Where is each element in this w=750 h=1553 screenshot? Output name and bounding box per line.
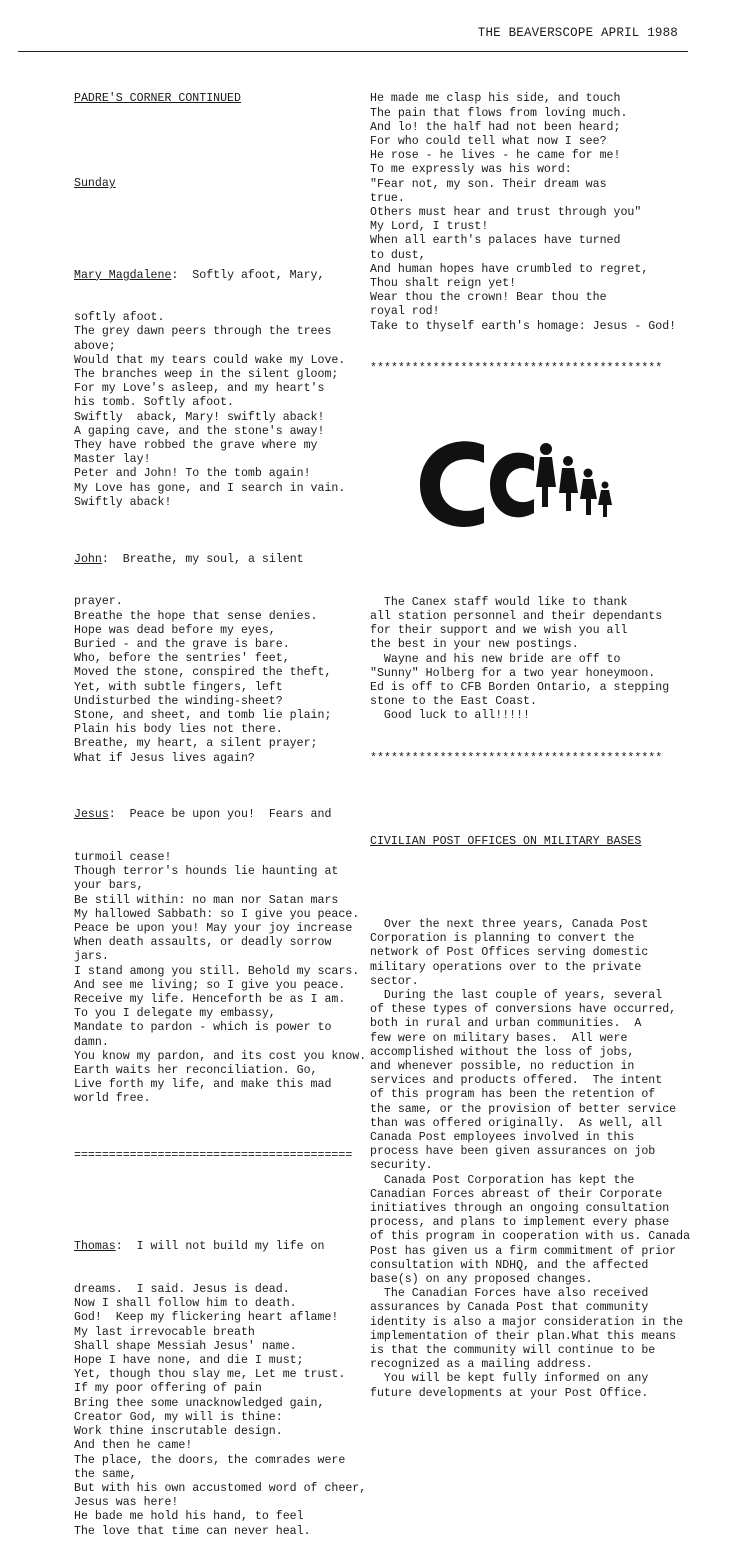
- speaker-john: John: [74, 552, 102, 566]
- text-line: process have been given assurances on job: [370, 1145, 656, 1159]
- text-line: stone to the East Coast.: [370, 695, 537, 709]
- text-line: And then he came!: [74, 1439, 193, 1453]
- stars-divider: ******************************************: [370, 362, 663, 376]
- text-line: You know my pardon, and its cost you know.: [74, 1049, 367, 1063]
- text-line: "Fear not, my son. Their dream was: [370, 177, 607, 191]
- text-line: accomplished without the loss of jobs,: [370, 1045, 635, 1059]
- mary-first-line: Mary Magdalene: Softly afoot, Mary,: [74, 268, 325, 282]
- text-line: Bring thee some unacknowledged gain,: [74, 1396, 325, 1410]
- text-line: When all earth's palaces have turned: [370, 234, 621, 248]
- text-line: Plain his body lies not there.: [74, 723, 283, 737]
- speaker-mary: Mary Magdalene: [74, 268, 172, 282]
- text-line: Wear thou the crown! Bear thou the: [370, 291, 607, 305]
- text-line: Mandate to pardon - which is power to: [74, 1021, 332, 1035]
- text-line: his tomb. Softly afoot.: [74, 396, 235, 410]
- text-line: recognized as a mailing address.: [370, 1358, 593, 1372]
- text-line: The Canadian Forces have also received: [370, 1287, 649, 1301]
- text-line: For my Love's asleep, and my heart's: [74, 382, 325, 396]
- canex-notice: [370, 596, 688, 724]
- text-line: than was offered originally. As well, all: [370, 1116, 663, 1130]
- text-line: To you I delegate my embassy,: [74, 1007, 276, 1021]
- text-line: Moved the stone, conspired the theft,: [74, 666, 332, 680]
- masthead: THE BEAVERSCOPE APRIL 1988: [477, 26, 678, 40]
- text-line: Shall shape Messiah Jesus' name.: [74, 1339, 297, 1353]
- text-line: Now I shall follow him to death.: [74, 1297, 297, 1311]
- text-line: base(s) on any proposed changes.: [370, 1273, 593, 1287]
- text-line: is that the community will continue to be: [370, 1344, 656, 1358]
- text-line: Yet, with subtle fingers, left: [74, 680, 283, 694]
- text-line: For who could tell what now I see?: [370, 135, 607, 149]
- text-line: Post has given us a firm commitment of prior: [370, 1244, 677, 1258]
- john-first-line: John: Breathe, my soul, a silent: [74, 552, 304, 566]
- text-line: Breathe, my heart, a silent prayer;: [74, 737, 318, 751]
- text-line: "Sunny" Holberg for a two year honeymoon.: [370, 666, 656, 680]
- text-line: Canada Post Corporation has kept the: [370, 1173, 635, 1187]
- text-line: your bars,: [74, 879, 144, 893]
- text-line: turmoil cease!: [74, 850, 172, 864]
- text-line: and whenever possible, no reduction in: [370, 1059, 635, 1073]
- text-line: Undisturbed the winding-sheet?: [74, 694, 283, 708]
- text-line: He rose - he lives - he came for me!: [370, 149, 621, 163]
- text-line: military operations over to the private: [370, 960, 642, 974]
- text-line: Stone, and sheet, and tomb lie plain;: [74, 708, 332, 722]
- text-line: Be still within: no man nor Satan mars: [74, 893, 339, 907]
- text-line: Take to thyself earth's homage: Jesus - God!: [370, 319, 677, 333]
- text-line: He bade me hold his hand, to feel: [74, 1510, 304, 1524]
- text-line: Master lay!: [74, 453, 151, 467]
- text-line: damn.: [74, 1035, 109, 1049]
- text-line: sector.: [370, 974, 419, 988]
- text-line: During the last couple of years, several: [370, 988, 663, 1002]
- text-line: Peace be upon you! May your joy increase: [74, 921, 353, 935]
- text-line: future developments at your Post Office.: [370, 1386, 649, 1400]
- text-line: assurances by Canada Post that community: [370, 1301, 649, 1315]
- text-line: A gaping cave, and the stone's away!: [74, 424, 325, 438]
- jesus-stanza: [74, 850, 367, 1107]
- text-line: all station personnel and their dependants: [370, 609, 663, 623]
- poem-continued: [370, 92, 688, 333]
- text-line: Canada Post employees involved in this: [370, 1131, 635, 1144]
- text-line: security.: [370, 1159, 433, 1173]
- text-line: true.: [370, 191, 405, 205]
- text-line: But with his own accustomed word of cheer,: [74, 1481, 367, 1495]
- text-line: Over the next three years, Canada Post: [370, 917, 649, 931]
- text-line: The place, the doors, the comrades were: [74, 1453, 346, 1467]
- text-line: Breathe the hope that sense denies.: [74, 609, 318, 623]
- text-line: Creator God, my will is thine:: [74, 1410, 283, 1424]
- text-line: You will be kept fully informed on any: [370, 1372, 649, 1386]
- text-line: network of Post Offices serving domestic: [370, 946, 649, 960]
- text-line: If my poor offering of pain: [74, 1382, 262, 1396]
- poem-subtitle: Sunday: [74, 177, 116, 191]
- text-line: To me expressly was his word:: [370, 163, 572, 177]
- text-line: softly afoot.: [74, 311, 165, 325]
- text-line: Would that my tears could wake my Love.: [74, 353, 346, 367]
- text-line: Swiftly aback, Mary! swiftly aback!: [74, 410, 325, 424]
- text-line: few were on military bases. All were: [370, 1031, 628, 1045]
- text-line: Work thine inscrutable design.: [74, 1425, 283, 1439]
- text-line: What if Jesus lives again?: [74, 751, 255, 765]
- text-line: The branches weep in the silent gloom;: [74, 368, 339, 382]
- text-line: both in rural and urban communities. A: [370, 1017, 642, 1031]
- canex-logo: [414, 427, 614, 543]
- text-line: Ed is off to CFB Borden Ontario, a stepping: [370, 680, 670, 694]
- text-line: jars.: [74, 950, 109, 964]
- text-line: Hope was dead before my eyes,: [74, 623, 276, 637]
- text-line: Canadian Forces abreast of their Corporate: [370, 1187, 663, 1201]
- john-stanza: [74, 595, 364, 765]
- text-line: I stand among you still. Behold my scars.: [74, 964, 360, 978]
- text-line: the same,: [74, 1467, 137, 1481]
- text-line: And see me living; so I give you peace.: [74, 978, 346, 992]
- text-line: of these types of conversions have occurred,: [370, 1003, 677, 1017]
- text-line: services and products offered. The intent: [370, 1074, 663, 1088]
- text-line: to dust,: [370, 248, 426, 262]
- text-line: And lo! the half had not been heard;: [370, 120, 621, 134]
- text-line: process, and plans to implement every phase: [370, 1216, 670, 1230]
- text-line: implementation of their plan.What this means: [370, 1329, 677, 1343]
- text-line: world free.: [74, 1092, 151, 1106]
- text-line: Receive my life. Henceforth be as I am.: [74, 993, 346, 1006]
- text-line: Others must hear and trust through you": [370, 206, 642, 220]
- text-line: Swiftly aback!: [74, 495, 172, 509]
- left-column: [74, 64, 367, 1553]
- text-line: The grey dawn peers through the trees: [74, 325, 332, 339]
- article-body: [370, 917, 691, 1401]
- text-line: Good luck to all!!!!!: [370, 709, 531, 723]
- thomas-first-line: Thomas: I will not build my life on: [74, 1240, 325, 1254]
- text-line: The pain that flows from loving much.: [370, 106, 628, 120]
- text-line: My Love has gone, and I search in vain.: [74, 481, 346, 495]
- text-line: He made me clasp his side, and touch: [370, 92, 621, 106]
- text-line: the best in your new postings.: [370, 638, 579, 652]
- text-line: Live forth my life, and make this mad: [74, 1078, 332, 1092]
- text-line: The Canex staff would like to thank: [370, 595, 628, 609]
- article-title: CIVILIAN POST OFFICES ON MILITARY BASES: [370, 834, 642, 848]
- section-title: PADRE'S CORNER CONTINUED: [74, 92, 241, 106]
- right-column: [370, 64, 691, 1415]
- text-line: Buried - and the grave is bare.: [74, 637, 290, 651]
- text-line: Though terror's hounds lie haunting at: [74, 865, 339, 879]
- text-line: My Lord, I trust!: [370, 220, 489, 234]
- text-line: Who, before the sentries' feet,: [74, 652, 290, 666]
- text-line: consultation with NDHQ, and the affected: [370, 1258, 649, 1272]
- jesus-first-line: Jesus: Peace be upon you! Fears and: [74, 808, 332, 822]
- text-line: Earth waits her reconciliation. Go,: [74, 1064, 318, 1078]
- speaker-jesus: Jesus: [74, 808, 109, 822]
- text-line: Peter and John! To the tomb again!: [74, 467, 311, 481]
- stars-divider-2: ******************************************: [370, 751, 663, 765]
- separator-line: ========================================: [74, 1149, 353, 1163]
- text-line: prayer.: [74, 595, 123, 609]
- text-line: dreams. I said. Jesus is dead.: [74, 1283, 290, 1297]
- text-line: initiatives through an ongoing consultation: [370, 1202, 670, 1216]
- text-line: Jesus was here!: [74, 1496, 179, 1510]
- text-line: identity is also a major consideration in the: [370, 1315, 684, 1329]
- text-line: God! Keep my flickering heart aflame!: [74, 1311, 339, 1325]
- text-line: Hope I have none, and die I must;: [74, 1354, 304, 1368]
- text-line: And human hopes have crumbled to regret,: [370, 262, 649, 276]
- text-line: of this program has been the retention of: [370, 1088, 656, 1102]
- text-line: above;: [74, 339, 116, 353]
- text-line: for their support and we wish you all: [370, 624, 628, 638]
- thomas-stanza: [74, 1283, 367, 1539]
- text-line: royal rod!: [370, 305, 440, 319]
- text-line: Corporation is planning to convert the: [370, 932, 635, 946]
- text-line: When death assaults, or deadly sorrow: [74, 936, 332, 950]
- header-rule: [18, 51, 688, 52]
- text-line: The love that time can never heal.: [74, 1524, 311, 1538]
- text-line: My hallowed Sabbath: so I give you peace.: [74, 907, 360, 921]
- text-line: Wayne and his new bride are off to: [370, 652, 621, 666]
- text-line: the same, or the provision of better service: [370, 1102, 677, 1116]
- mary-stanza: [74, 311, 364, 510]
- speaker-thomas: Thomas: [74, 1240, 116, 1254]
- text-line: Yet, though thou slay me, Let me trust.: [74, 1368, 346, 1382]
- text-line: They have robbed the grave where my: [74, 439, 318, 453]
- text-line: of this program in cooperation with us. Canada: [370, 1230, 691, 1244]
- text-line: Thou shalt reign yet!: [370, 277, 517, 291]
- text-line: My last irrevocable breath: [74, 1325, 255, 1339]
